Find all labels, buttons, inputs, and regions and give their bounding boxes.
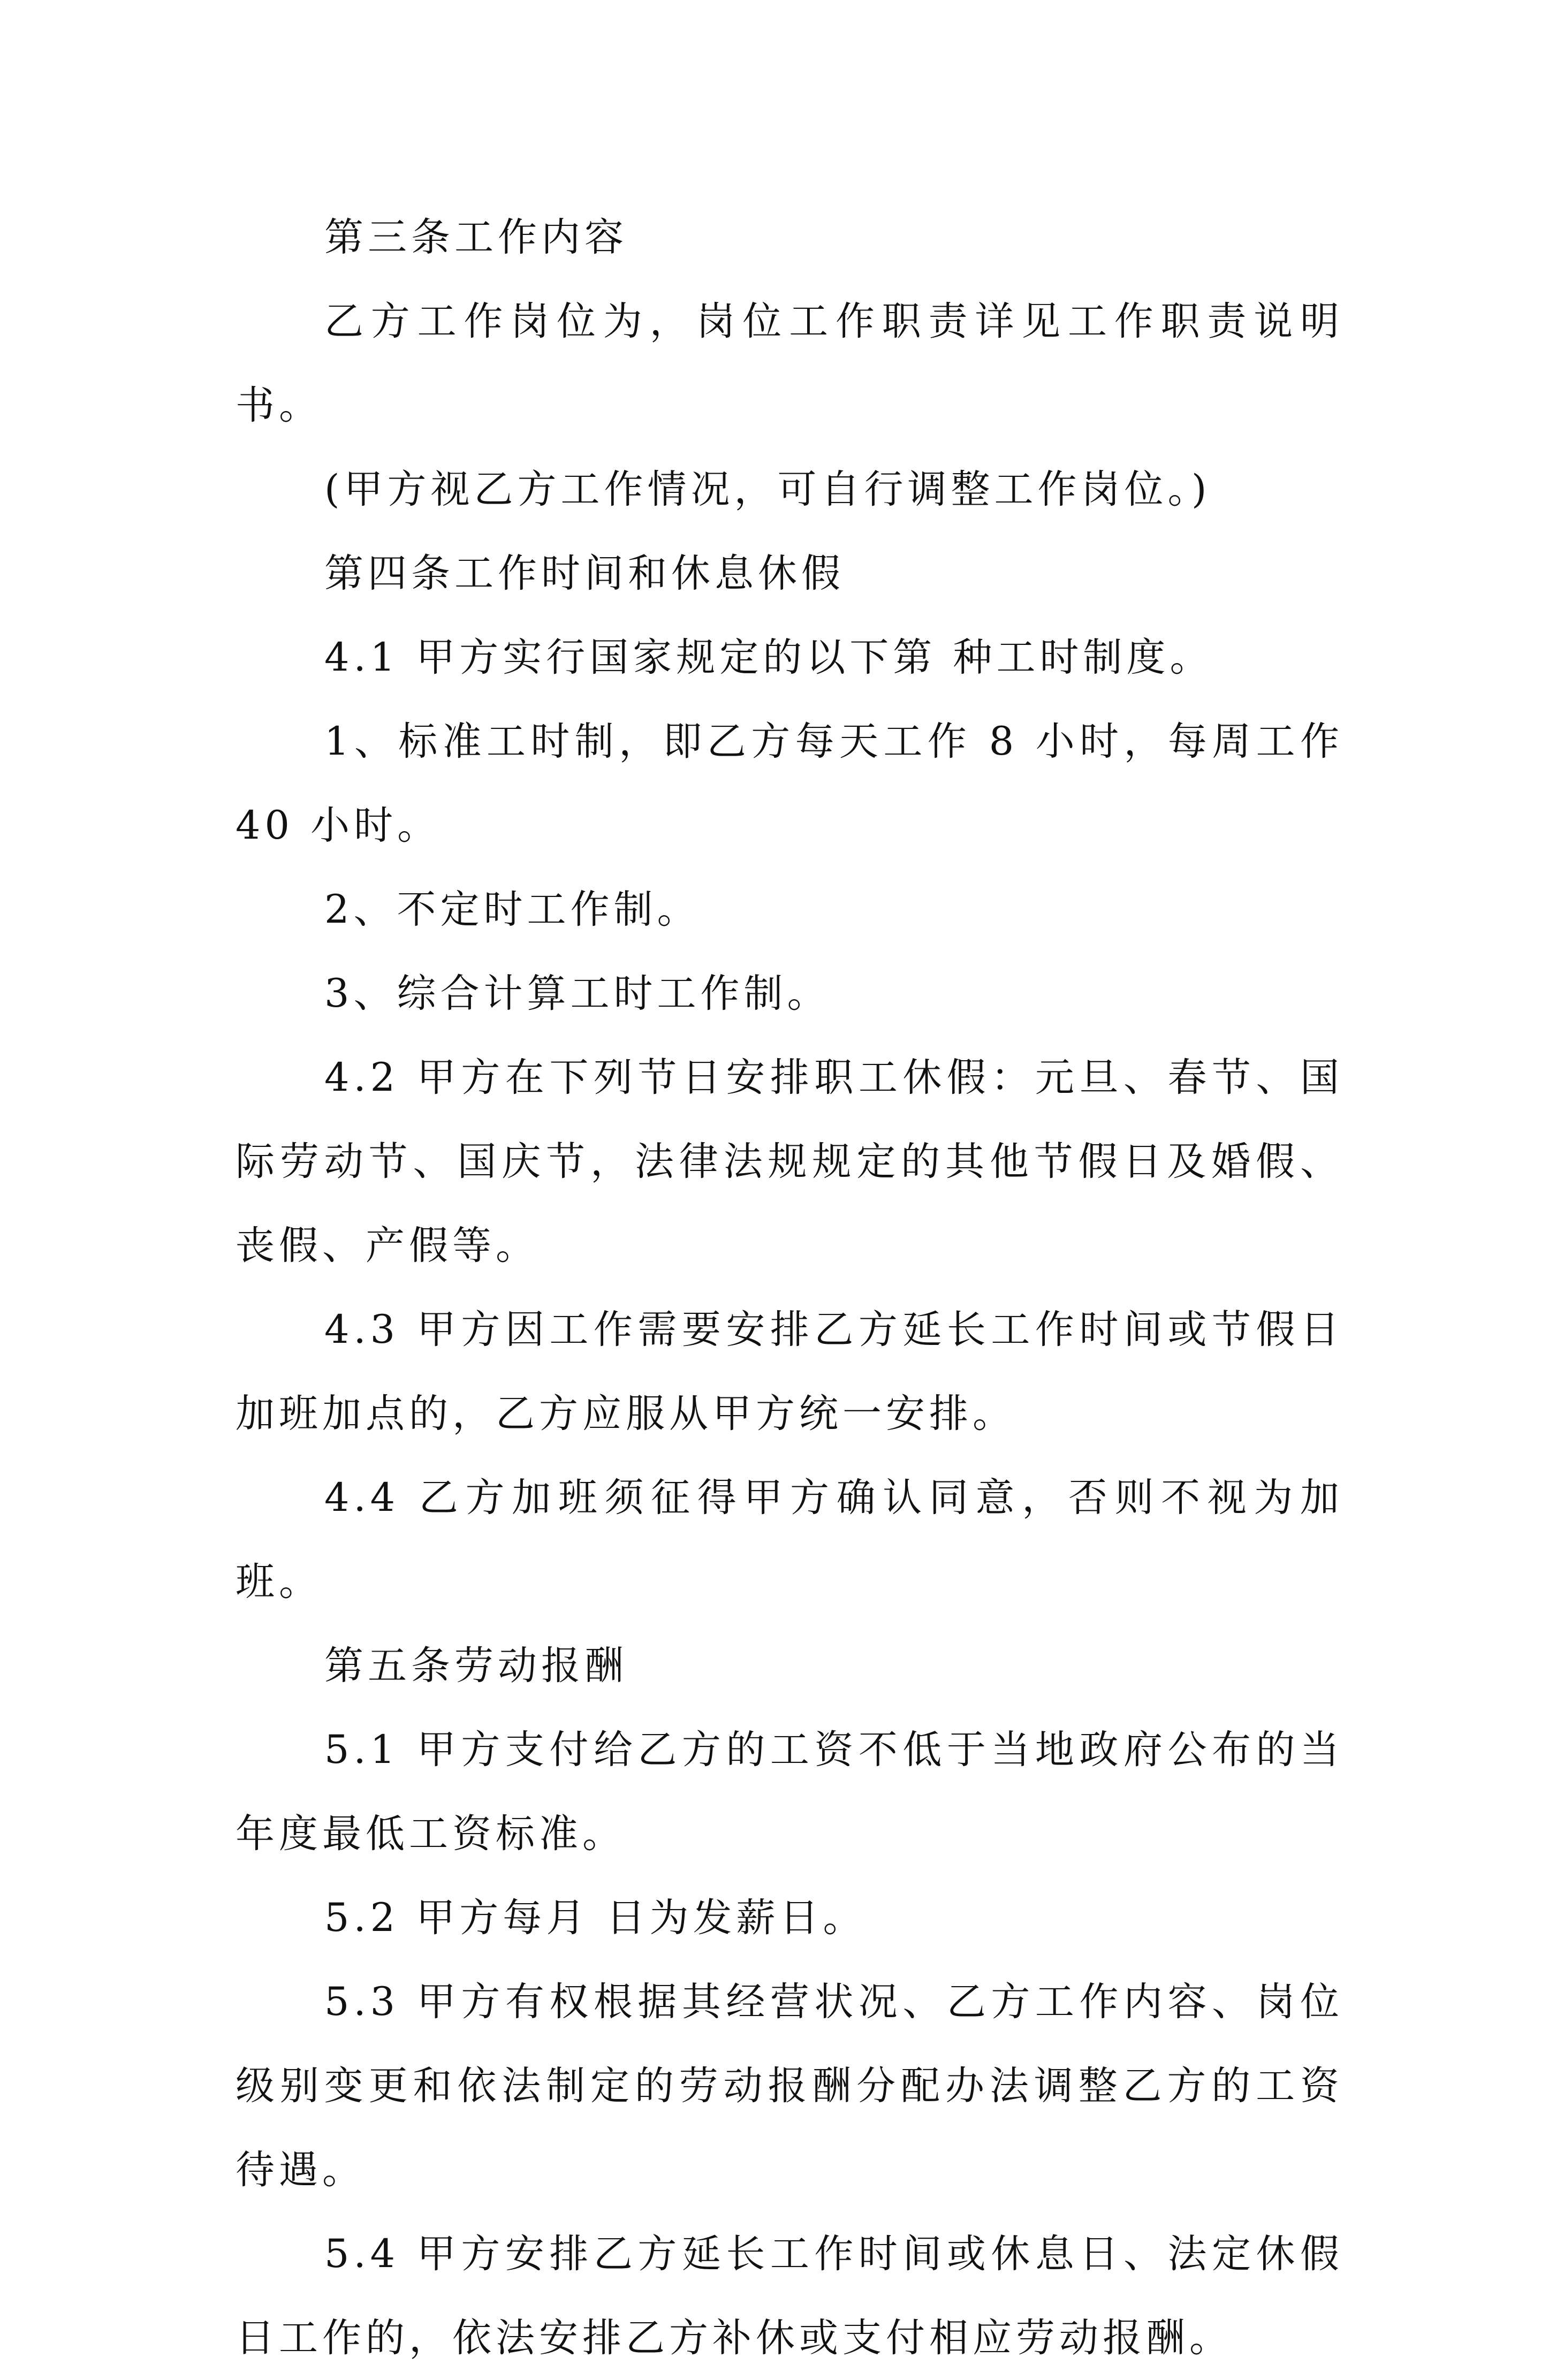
clause-4-2: 4.2 甲方在下列节日安排职工休假：元旦、春节、国际劳动节、国庆节，法律法规规定的其他节假日及婚假、丧假、产假等。 [236,1055,1343,1268]
clause-4-1-option-1: 1、标准工时制，即乙方每天工作 8 小时，每周工作 40 小时。 [236,719,1343,848]
clause-5-2: 5.2 甲方每月 日为发薪日。 [324,1895,867,1941]
document-body [236,195,1343,2380]
clause-5-1: 5.1 甲方支付给乙方的工资不低于当地政府公布的当年度最低工资标准。 [236,1727,1343,1857]
clause-5-3: 5.3 甲方有权根据其经营状况、乙方工作内容、岗位级别变更和依法制定的劳动报酬分配办法调整乙方的工资待遇。 [236,1979,1343,2193]
clause-4-4: 4.4 乙方加班须征得甲方确认同意，否则不视为加班。 [236,1475,1343,1605]
clause-5-4: 5.4 甲方安排乙方延长工作时间或休息日、法定休假日工作的，依法安排乙方补休或支付相应劳动报酬。 [236,2231,1343,2361]
clause-4-3: 4.3 甲方因工作需要安排乙方延长工作时间或节假日加班加点的，乙方应服从甲方统一安排。 [236,1307,1343,1436]
clause-4-1-option-2: 2、不定时工作制。 [324,887,701,932]
article-3-paragraph-2: (甲方视乙方工作情况，可自行调整工作岗位。) [324,467,1211,512]
article-4-heading: 第四条工作时间和休息休假 [324,551,845,596]
article-5-heading: 第五条劳动报酬 [324,1643,628,1689]
article-3-heading: 第三条工作内容 [324,215,628,260]
article-3-paragraph-1: 乙方工作岗位为，岗位工作职责详见工作职责说明书。 [236,299,1343,428]
clause-4-1-option-3: 3、综合计算工时工作制。 [324,971,831,1016]
clause-4-1: 4.1 甲方实行国家规定的以下第 种工时制度。 [324,635,1213,680]
